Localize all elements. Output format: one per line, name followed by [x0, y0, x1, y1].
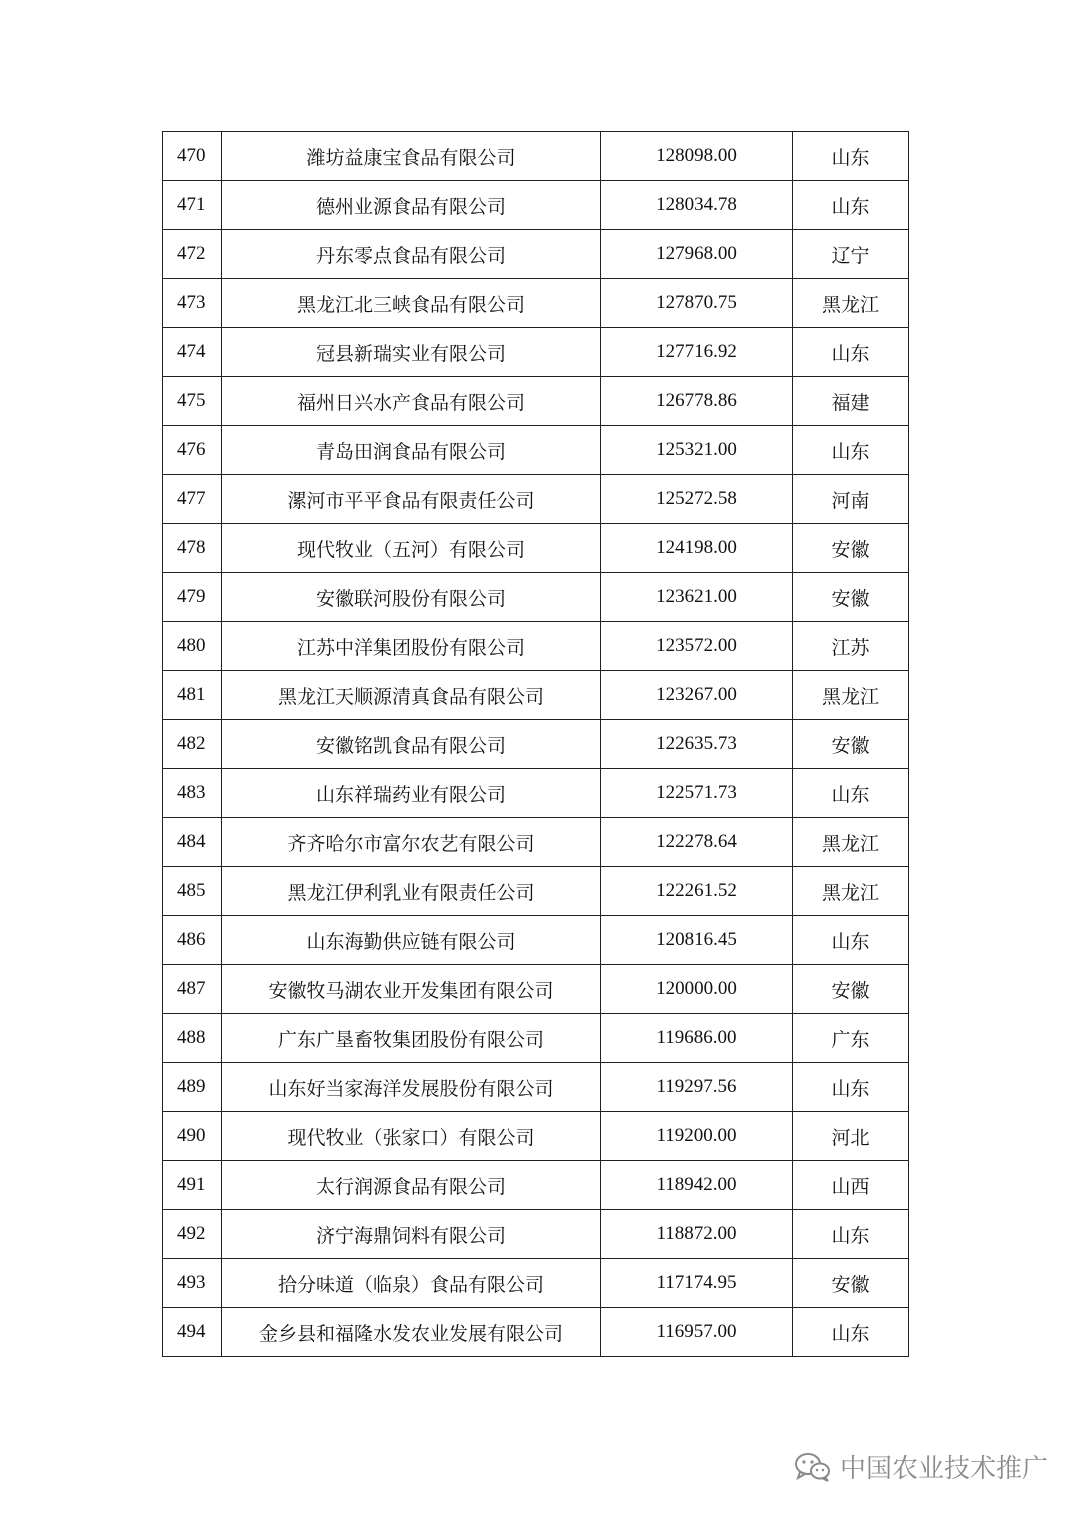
ranking-table-body — [163, 132, 909, 1357]
company-name-cell: 丹东零点食品有限公司 — [222, 230, 601, 279]
row-number-cell: 483 — [163, 769, 222, 818]
row-number-cell: 479 — [163, 573, 222, 622]
row-number-cell: 487 — [163, 965, 222, 1014]
province-cell: 山东 — [793, 1063, 909, 1112]
company-name-cell: 现代牧业（五河）有限公司 — [222, 524, 601, 573]
province-cell: 山东 — [793, 1308, 909, 1357]
company-name-cell: 福州日兴水产食品有限公司 — [222, 377, 601, 426]
table-row — [163, 132, 909, 181]
table-row — [163, 475, 909, 524]
province-cell: 广东 — [793, 1014, 909, 1063]
value-cell: 117174.95 — [601, 1259, 793, 1308]
row-number-cell: 474 — [163, 328, 222, 377]
row-number-cell: 476 — [163, 426, 222, 475]
table-row — [163, 671, 909, 720]
value-cell: 128098.00 — [601, 132, 793, 181]
table-row — [163, 230, 909, 279]
value-cell: 116957.00 — [601, 1308, 793, 1357]
row-number-cell: 494 — [163, 1308, 222, 1357]
table-row — [163, 328, 909, 377]
table-row — [163, 1112, 909, 1161]
company-name-cell: 现代牧业（张家口）有限公司 — [222, 1112, 601, 1161]
province-cell: 河北 — [793, 1112, 909, 1161]
company-name-cell: 太行润源食品有限公司 — [222, 1161, 601, 1210]
table-row — [163, 573, 909, 622]
value-cell: 125321.00 — [601, 426, 793, 475]
province-cell: 河南 — [793, 475, 909, 524]
row-number-cell: 492 — [163, 1210, 222, 1259]
province-cell: 安徽 — [793, 573, 909, 622]
province-cell: 黑龙江 — [793, 279, 909, 328]
watermark — [794, 1448, 1048, 1485]
company-name-cell: 青岛田润食品有限公司 — [222, 426, 601, 475]
company-name-cell: 齐齐哈尔市富尔农艺有限公司 — [222, 818, 601, 867]
company-name-cell: 安徽联河股份有限公司 — [222, 573, 601, 622]
province-cell: 黑龙江 — [793, 867, 909, 916]
province-cell: 山东 — [793, 426, 909, 475]
company-name-cell: 山东祥瑞药业有限公司 — [222, 769, 601, 818]
table-row — [163, 279, 909, 328]
row-number-cell: 488 — [163, 1014, 222, 1063]
company-name-cell: 黑龙江北三峡食品有限公司 — [222, 279, 601, 328]
table-row — [163, 1210, 909, 1259]
company-name-cell: 山东好当家海洋发展股份有限公司 — [222, 1063, 601, 1112]
province-cell: 山西 — [793, 1161, 909, 1210]
table-row — [163, 524, 909, 573]
value-cell: 127968.00 — [601, 230, 793, 279]
province-cell: 黑龙江 — [793, 818, 909, 867]
row-number-cell: 490 — [163, 1112, 222, 1161]
row-number-cell: 482 — [163, 720, 222, 769]
value-cell: 127716.92 — [601, 328, 793, 377]
company-name-cell: 山东海勤供应链有限公司 — [222, 916, 601, 965]
province-cell: 黑龙江 — [793, 671, 909, 720]
province-cell: 山东 — [793, 769, 909, 818]
province-cell: 安徽 — [793, 524, 909, 573]
province-cell: 安徽 — [793, 720, 909, 769]
value-cell: 125272.58 — [601, 475, 793, 524]
value-cell: 124198.00 — [601, 524, 793, 573]
row-number-cell: 473 — [163, 279, 222, 328]
ranking-table — [162, 131, 909, 1357]
table-row — [163, 916, 909, 965]
value-cell: 123572.00 — [601, 622, 793, 671]
row-number-cell: 493 — [163, 1259, 222, 1308]
company-name-cell: 黑龙江伊利乳业有限责任公司 — [222, 867, 601, 916]
company-name-cell: 安徽铭凯食品有限公司 — [222, 720, 601, 769]
value-cell: 118872.00 — [601, 1210, 793, 1259]
value-cell: 122571.73 — [601, 769, 793, 818]
value-cell: 120000.00 — [601, 965, 793, 1014]
value-cell: 118942.00 — [601, 1161, 793, 1210]
row-number-cell: 471 — [163, 181, 222, 230]
row-number-cell: 481 — [163, 671, 222, 720]
row-number-cell: 477 — [163, 475, 222, 524]
table-row — [163, 965, 909, 1014]
province-cell: 山东 — [793, 916, 909, 965]
company-name-cell: 德州业源食品有限公司 — [222, 181, 601, 230]
value-cell: 126778.86 — [601, 377, 793, 426]
table-row — [163, 818, 909, 867]
province-cell: 山东 — [793, 328, 909, 377]
value-cell: 123621.00 — [601, 573, 793, 622]
row-number-cell: 491 — [163, 1161, 222, 1210]
value-cell: 119297.56 — [601, 1063, 793, 1112]
row-number-cell: 475 — [163, 377, 222, 426]
company-name-cell: 黑龙江天顺源清真食品有限公司 — [222, 671, 601, 720]
watermark-text: 中国农业技术推广 — [839, 1454, 1048, 1484]
row-number-cell: 470 — [163, 132, 222, 181]
value-cell: 122635.73 — [601, 720, 793, 769]
province-cell: 福建 — [793, 377, 909, 426]
company-name-cell: 安徽牧马湖农业开发集团有限公司 — [222, 965, 601, 1014]
table-row — [163, 181, 909, 230]
table-row — [163, 1259, 909, 1308]
province-cell: 山东 — [793, 1210, 909, 1259]
province-cell: 山东 — [793, 181, 909, 230]
province-cell: 江苏 — [793, 622, 909, 671]
table-row — [163, 426, 909, 475]
row-number-cell: 480 — [163, 622, 222, 671]
row-number-cell: 484 — [163, 818, 222, 867]
company-name-cell: 江苏中洋集团股份有限公司 — [222, 622, 601, 671]
value-cell: 123267.00 — [601, 671, 793, 720]
value-cell: 122261.52 — [601, 867, 793, 916]
table-row — [163, 1063, 909, 1112]
province-cell: 辽宁 — [793, 230, 909, 279]
company-name-cell: 潍坊益康宝食品有限公司 — [222, 132, 601, 181]
row-number-cell: 489 — [163, 1063, 222, 1112]
company-name-cell: 冠县新瑞实业有限公司 — [222, 328, 601, 377]
row-number-cell: 472 — [163, 230, 222, 279]
value-cell: 120816.45 — [601, 916, 793, 965]
table-row — [163, 769, 909, 818]
company-name-cell: 金乡县和福隆水发农业发展有限公司 — [222, 1308, 601, 1357]
table-row — [163, 1308, 909, 1357]
row-number-cell: 486 — [163, 916, 222, 965]
table-row — [163, 1014, 909, 1063]
table-row — [163, 377, 909, 426]
company-name-cell: 济宁海鼎饲料有限公司 — [222, 1210, 601, 1259]
company-name-cell: 广东广垦畜牧集团股份有限公司 — [222, 1014, 601, 1063]
row-number-cell: 478 — [163, 524, 222, 573]
value-cell: 119686.00 — [601, 1014, 793, 1063]
table-row — [163, 720, 909, 769]
table-row — [163, 1161, 909, 1210]
table-row — [163, 867, 909, 916]
ranking-table-container — [162, 131, 908, 1357]
province-cell: 安徽 — [793, 965, 909, 1014]
value-cell: 119200.00 — [601, 1112, 793, 1161]
value-cell: 128034.78 — [601, 181, 793, 230]
wechat-icon — [794, 1451, 832, 1483]
table-row — [163, 622, 909, 671]
province-cell: 安徽 — [793, 1259, 909, 1308]
value-cell: 122278.64 — [601, 818, 793, 867]
province-cell: 山东 — [793, 132, 909, 181]
company-name-cell: 漯河市平平食品有限责任公司 — [222, 475, 601, 524]
value-cell: 127870.75 — [601, 279, 793, 328]
company-name-cell: 拾分味道（临泉）食品有限公司 — [222, 1259, 601, 1308]
row-number-cell: 485 — [163, 867, 222, 916]
